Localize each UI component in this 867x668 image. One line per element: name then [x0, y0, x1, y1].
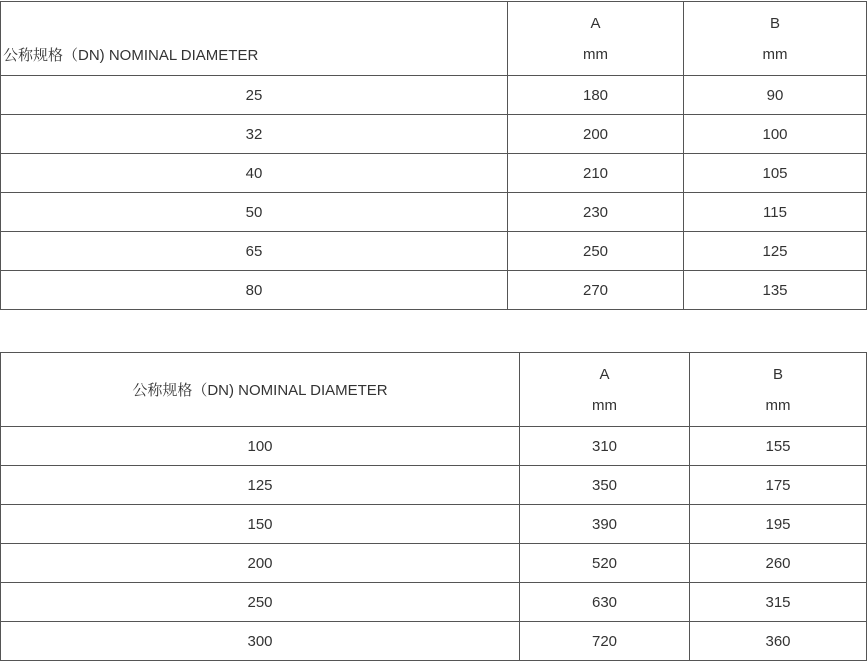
a-cell: 630	[520, 583, 690, 622]
dimension-table-2	[0, 352, 867, 661]
b-cell: 135	[684, 271, 867, 310]
dn-cell: 300	[1, 622, 520, 661]
b-cell: 195	[690, 505, 867, 544]
dimension-table-1	[0, 1, 867, 310]
b-cell: 115	[684, 193, 867, 232]
table-row	[1, 544, 867, 583]
b-cell: 90	[684, 76, 867, 115]
column-a-label: A	[590, 14, 601, 32]
b-cell: 360	[690, 622, 867, 661]
table-header-row	[1, 353, 867, 427]
dn-cell: 50	[1, 193, 508, 232]
a-cell: 210	[508, 154, 684, 193]
column-b-header	[690, 353, 867, 427]
a-cell: 180	[508, 76, 684, 115]
b-cell: 100	[684, 115, 867, 154]
column-b-header	[684, 2, 867, 76]
table-row	[1, 466, 867, 505]
table-row	[1, 271, 867, 310]
table-row	[1, 505, 867, 544]
table-row	[1, 427, 867, 466]
a-cell: 350	[520, 466, 690, 505]
column-a-label: A	[599, 365, 610, 383]
b-cell: 105	[684, 154, 867, 193]
a-cell: 520	[520, 544, 690, 583]
a-cell: 230	[508, 193, 684, 232]
a-cell: 200	[508, 115, 684, 154]
table-row	[1, 76, 867, 115]
table-row	[1, 583, 867, 622]
column-a-unit: mm	[583, 45, 608, 63]
column-b-unit: mm	[762, 45, 788, 63]
table-row	[1, 115, 867, 154]
column-b-label: B	[769, 14, 780, 32]
dn-cell: 25	[1, 76, 508, 115]
column-a-header	[520, 353, 690, 427]
a-cell: 250	[508, 232, 684, 271]
table-row	[1, 622, 867, 661]
b-cell: 260	[690, 544, 867, 583]
dn-cell: 40	[1, 154, 508, 193]
nominal-diameter-header: 公称规格（DN) NOMINAL DIAMETER	[1, 353, 520, 427]
dn-cell: 150	[1, 505, 520, 544]
dn-cell: 65	[1, 232, 508, 271]
dn-cell: 200	[1, 544, 520, 583]
b-cell: 155	[690, 427, 867, 466]
dn-cell: 80	[1, 271, 508, 310]
b-cell: 125	[684, 232, 867, 271]
a-cell: 310	[520, 427, 690, 466]
b-cell: 315	[690, 583, 867, 622]
table-row	[1, 154, 867, 193]
table-header-row	[1, 2, 867, 76]
dn-cell: 125	[1, 466, 520, 505]
a-cell: 270	[508, 271, 684, 310]
table-row	[1, 232, 867, 271]
table-row	[1, 193, 867, 232]
dn-cell: 32	[1, 115, 508, 154]
column-b-label: B	[772, 365, 783, 383]
b-cell: 175	[690, 466, 867, 505]
column-a-unit: mm	[592, 396, 617, 414]
a-cell: 390	[520, 505, 690, 544]
nominal-diameter-header: 公称规格（DN) NOMINAL DIAMETER	[1, 2, 508, 76]
dn-cell: 250	[1, 583, 520, 622]
a-cell: 720	[520, 622, 690, 661]
dn-cell: 100	[1, 427, 520, 466]
column-a-header	[508, 2, 684, 76]
column-b-unit: mm	[765, 396, 791, 414]
